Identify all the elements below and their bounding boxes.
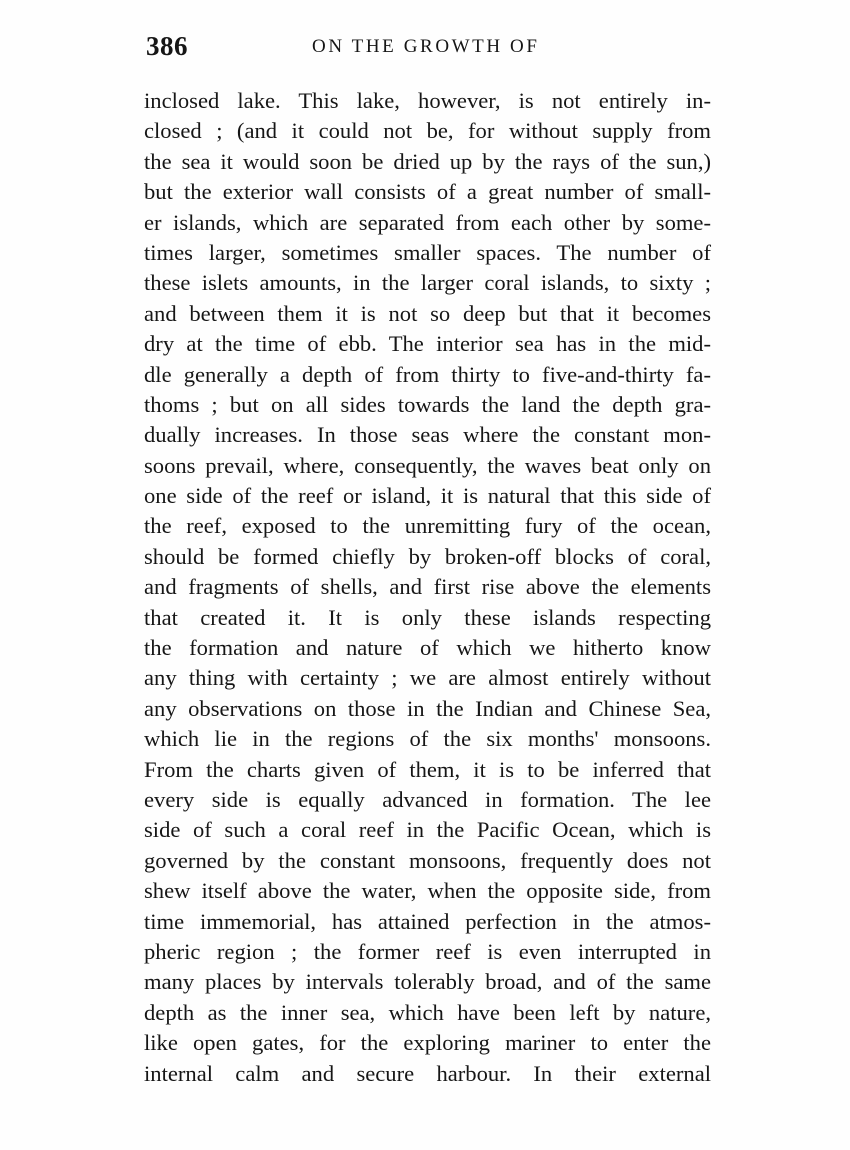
text-line: the sea it would soon be dried up by the rays of the sun,) <box>144 148 711 174</box>
page-number: 386 <box>146 31 188 61</box>
text-line: dry at the time of ebb. The interior sea has in the mid- <box>144 331 711 357</box>
page-header <box>0 31 850 65</box>
text-line: like open gates, for the exploring mariner to enter the <box>144 1030 711 1056</box>
text-line: any thing with certainty ; we are almost entirely without <box>144 665 711 691</box>
running-title: ON THE GROWTH OF <box>312 36 540 57</box>
text-line: shew itself above the water, when the opposite side, from <box>144 878 711 904</box>
text-line: side of such a coral reef in the Pacific Ocean, which is <box>144 817 711 843</box>
text-line: depth as the inner sea, which have been left by nature, <box>144 999 711 1025</box>
body-text <box>144 86 711 1089</box>
text-line: one side of the reef or island, it is natural that this side of <box>144 483 711 509</box>
text-line: er islands, which are separated from each other by some- <box>144 209 711 235</box>
text-line: governed by the constant monsoons, frequently does not <box>144 847 711 873</box>
text-line: which lie in the regions of the six months' monsoons. <box>144 726 711 752</box>
text-line: dle generally a depth of from thirty to five-and-thirty fa- <box>144 361 711 387</box>
text-line: many places by intervals tolerably broad, and of the same <box>144 969 711 995</box>
text-line: the reef, exposed to the unremitting fury of the ocean, <box>144 513 711 539</box>
text-line: pheric region ; the former reef is even interrupted in <box>144 938 711 964</box>
text-line: closed ; (and it could not be, for without supply from <box>144 118 711 144</box>
text-line: every side is equally advanced in formation. The lee <box>144 786 711 812</box>
text-line: inclosed lake. This lake, however, is not entirely in- <box>144 88 711 113</box>
text-line: and fragments of shells, and first rise above the elements <box>144 574 711 600</box>
text-line: any observations on those in the Indian and Chinese Sea, <box>144 695 711 721</box>
text-line: that created it. It is only these islands respecting <box>144 604 711 630</box>
text-line: dually increases. In those seas where the constant mon- <box>144 422 711 448</box>
text-line: time immemorial, has attained perfection in the atmos- <box>144 908 711 934</box>
text-line: and between them it is not so deep but that it becomes <box>144 300 711 326</box>
text-line: internal calm and secure harbour. In their external <box>144 1060 711 1086</box>
text-line: should be formed chiefly by broken-off blocks of coral, <box>144 543 711 569</box>
text-line: these islets amounts, in the larger coral islands, to sixty ; <box>144 270 711 296</box>
text-line: times larger, sometimes smaller spaces. The number of <box>144 239 711 265</box>
text-line: the formation and nature of which we hitherto know <box>144 635 711 661</box>
text-line: soons prevail, where, consequently, the waves beat only on <box>144 452 711 478</box>
text-line: but the exterior wall consists of a great number of small- <box>144 179 711 205</box>
text-line: thoms ; but on all sides towards the land the depth gra- <box>144 391 711 417</box>
text-line: From the charts given of them, it is to be inferred that <box>144 756 711 782</box>
